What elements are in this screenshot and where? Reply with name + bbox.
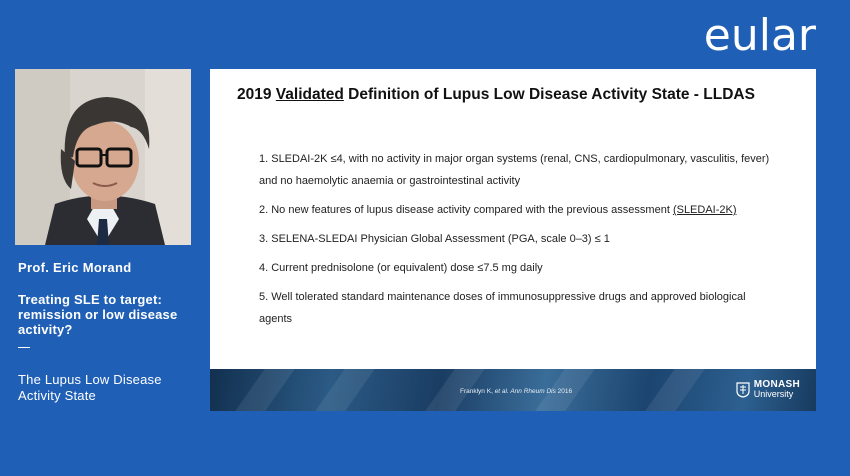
slide-title-underlined: Validated: [275, 86, 344, 103]
list-item-text: 2. No new features of lupus disease activity compared with the previous assessment: [259, 204, 673, 216]
speaker-video: [15, 69, 191, 245]
slide-footer: [210, 369, 816, 411]
divider-dash: [18, 347, 30, 348]
slide-title-prefix: 2019: [237, 86, 276, 103]
criteria-list: [259, 148, 779, 337]
slide-title-suffix: Definition of Lupus Low Disease Activity State - LLDAS: [343, 86, 755, 103]
citation: [460, 388, 572, 395]
slide-title: [237, 86, 755, 104]
citation-suffix: 2016: [555, 388, 573, 395]
session-title: The Lupus Low Disease Activity State: [18, 372, 162, 403]
list-item: 5. Well tolerated standard maintenance doses of immunosuppressive drugs and approved biological agents: [259, 291, 746, 325]
crest-icon: [736, 382, 750, 398]
list-item: [259, 199, 779, 221]
list-item: 4. Current prednisolone (or equivalent) dose ≤7.5 mg daily: [259, 262, 543, 274]
citation-journal: et al. Ann Rheum Dis: [494, 388, 556, 395]
speaker-name: Prof. Eric Morand: [18, 260, 132, 275]
citation-prefix: Franklyn K,: [460, 388, 495, 395]
presentation-slide: [210, 69, 816, 411]
talk-title: Treating SLE to target: remission or low disease activity?: [18, 292, 178, 337]
list-item: 1. SLEDAI-2K ≤4, with no activity in major organ systems (renal, CNS, cardiopulmonary, vasculitis, fever) and no haemolytic anaemia or gastrointestinal activity: [259, 153, 770, 187]
university-label: University: [753, 389, 794, 399]
speaker-portrait: [15, 69, 191, 245]
eular-logo: eular: [703, 10, 816, 61]
list-item-underlined: (SLEDAI-2K): [672, 204, 737, 216]
monash-logo: [736, 380, 800, 399]
university-name: MONASH: [753, 379, 800, 390]
list-item: 3. SELENA-SLEDAI Physician Global Assessment (PGA, scale 0–3) ≤ 1: [259, 233, 610, 245]
